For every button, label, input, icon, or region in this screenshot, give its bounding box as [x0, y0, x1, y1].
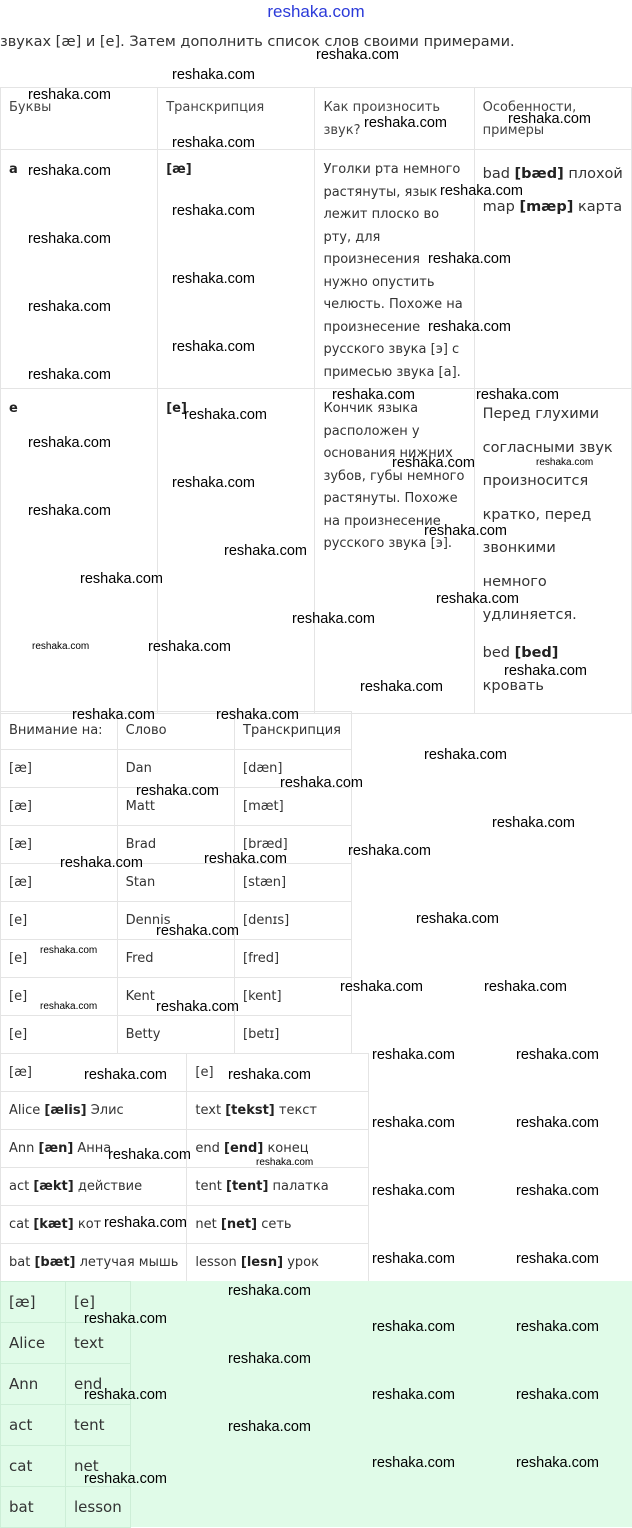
words-table — [0, 1053, 369, 1282]
watermark: reshaka.com — [172, 135, 256, 151]
translation: действие — [73, 1179, 143, 1194]
example-line: bed [bed] кровать — [482, 644, 559, 694]
word: Ann — [9, 1141, 39, 1156]
watermark: reshaka.com — [516, 1183, 600, 1199]
word: cat — [9, 1217, 34, 1232]
watermark: reshaka.com — [156, 999, 240, 1015]
watermark: reshaka.com — [40, 945, 98, 956]
watermark: reshaka.com — [80, 571, 164, 587]
watermark: reshaka.com — [28, 231, 112, 247]
sound-cell: [e] — [1, 978, 118, 1016]
transcription: [net] — [220, 1217, 258, 1232]
sound-cell: [æ] — [1, 788, 118, 826]
word-cell: Brad — [117, 826, 234, 864]
watermark: reshaka.com — [440, 183, 524, 199]
watermark: reshaka.com — [72, 707, 156, 723]
transcription-cell: [æ] — [158, 150, 315, 389]
transcription-cell: [kent] — [235, 978, 352, 1016]
watermark: reshaka.com — [516, 1387, 600, 1403]
sound-cell: [æ] — [1, 826, 118, 864]
watermark: reshaka.com — [484, 979, 568, 995]
word: text — [195, 1103, 226, 1118]
watermark: reshaka.com — [228, 1067, 312, 1083]
table-row — [1, 1323, 131, 1364]
word: act — [9, 1179, 34, 1194]
table-row — [1, 1016, 352, 1054]
table-row — [1, 1092, 369, 1130]
watermark: reshaka.com — [172, 475, 256, 491]
transcription: [lesn] — [240, 1255, 284, 1270]
watermark: reshaka.com — [516, 1455, 600, 1471]
transcription: [tekst] — [225, 1103, 275, 1118]
word-cell: end — [66, 1364, 131, 1405]
watermark: reshaka.com — [84, 1067, 168, 1083]
word-cell: bat — [1, 1487, 66, 1528]
watermark: reshaka.com — [256, 1157, 314, 1168]
word-cell: Fred — [117, 940, 234, 978]
translation: летучая мышь — [75, 1255, 179, 1270]
header-word: Слово — [117, 712, 234, 750]
watermark: reshaka.com — [436, 591, 520, 607]
header-transcription: Транскрипция — [235, 712, 352, 750]
watermark: reshaka.com — [172, 67, 256, 83]
translation: урок — [283, 1255, 319, 1270]
example-line: map [mæp] карта — [482, 198, 623, 215]
word-cell: Stan — [117, 864, 234, 902]
table-row — [1, 1168, 369, 1206]
watermark: reshaka.com — [476, 387, 560, 403]
watermark: reshaka.com — [392, 455, 476, 471]
words-table-header — [1, 1054, 369, 1092]
watermark: reshaka.com — [332, 387, 416, 403]
transcription-cell: [dæn] — [235, 750, 352, 788]
translation: текст — [274, 1103, 318, 1118]
translation: палатка — [268, 1179, 329, 1194]
transcription: [end] — [224, 1141, 264, 1156]
word: net — [195, 1217, 221, 1232]
word-cell: cat — [1, 1446, 66, 1487]
watermark: reshaka.com — [136, 783, 220, 799]
transcription-cell: [bræd] — [235, 826, 352, 864]
watermark: reshaka.com — [204, 851, 288, 867]
watermark: reshaka.com — [40, 1001, 98, 1012]
description-cell: Уголки рта немного растянуты, язык лежит плоско во рту, для произнесения нужно опустить челюсть. Похоже на произнесение русского звука [э] с примесью звука [а]. — [315, 150, 474, 389]
word-cell: Dan — [117, 750, 234, 788]
watermark: reshaka.com — [536, 457, 594, 468]
watermark: reshaka.com — [372, 1251, 456, 1267]
header-features: Особенности, примеры — [474, 88, 631, 150]
feature-text: Перед глухими согласными звук произносится кратко, перед звонкими немного удлиняется. — [482, 406, 613, 623]
watermark: reshaka.com — [228, 1283, 312, 1299]
watermark: reshaka.com — [216, 707, 300, 723]
word-cell — [1, 1244, 187, 1282]
watermark: reshaka.com — [372, 1455, 456, 1471]
word-cell: lesson — [66, 1487, 131, 1528]
letter-cell: a — [1, 150, 158, 389]
table-row — [1, 826, 352, 864]
watermark: reshaka.com — [372, 1387, 456, 1403]
watermark: reshaka.com — [228, 1419, 312, 1435]
transcription-cell: [stæn] — [235, 864, 352, 902]
watermark: reshaka.com — [316, 47, 400, 63]
description-cell: Кончик языка расположен у основания нижних зубов, губы немного растянуты. Похоже на произнесение русского звука [э]. — [315, 389, 474, 714]
example-line: bad [bæd] плохой — [482, 166, 623, 182]
word-cell: Betty — [117, 1016, 234, 1054]
watermark: reshaka.com — [516, 1047, 600, 1063]
watermark: reshaka.com — [360, 679, 444, 695]
watermark: reshaka.com — [424, 523, 508, 539]
word-cell — [187, 1092, 369, 1130]
watermark: reshaka.com — [172, 339, 256, 355]
watermark: reshaka.com — [28, 367, 112, 383]
word-cell: Ann — [1, 1364, 66, 1405]
watermark: reshaka.com — [172, 203, 256, 219]
watermark: reshaka.com — [156, 923, 240, 939]
transcription-cell: [betɪ] — [235, 1016, 352, 1054]
table-row — [1, 864, 352, 902]
table-row — [1, 1244, 369, 1282]
translation: сеть — [257, 1217, 292, 1232]
watermark: reshaka.com — [348, 843, 432, 859]
sound-cell: [e] — [1, 940, 118, 978]
header-sound-e: [e] — [187, 1054, 369, 1092]
transcription-cell: [e] — [158, 389, 315, 714]
watermark: reshaka.com — [292, 611, 376, 627]
watermark: reshaka.com — [228, 1351, 312, 1367]
watermark: reshaka.com — [84, 1387, 168, 1403]
sound-cell: [e] — [1, 1016, 118, 1054]
watermark: reshaka.com — [184, 407, 268, 423]
word-cell — [187, 1168, 369, 1206]
word-cell: text — [66, 1323, 131, 1364]
word: end — [195, 1141, 225, 1156]
watermark: reshaka.com — [104, 1215, 188, 1231]
header-sound-ae: [æ] — [1, 1282, 66, 1323]
watermark: reshaka.com — [516, 1251, 600, 1267]
header-sound-ae: [æ] — [1, 1054, 187, 1092]
word-cell: Kent — [117, 978, 234, 1016]
watermark: reshaka.com — [428, 251, 512, 267]
header-pronunciation: Как произносить звук? — [315, 88, 474, 150]
watermark: reshaka.com — [364, 115, 448, 131]
word: Alice — [9, 1103, 45, 1118]
watermark: reshaka.com — [224, 543, 308, 559]
watermark: reshaka.com — [340, 979, 424, 995]
watermark: reshaka.com — [508, 111, 592, 127]
translation: кот — [73, 1217, 102, 1232]
sound-cell: [æ] — [1, 750, 118, 788]
word-cell — [1, 1168, 187, 1206]
word-cell — [187, 1206, 369, 1244]
letter-cell: e — [1, 389, 158, 714]
watermark: reshaka.com — [372, 1047, 456, 1063]
watermark: reshaka.com — [28, 87, 112, 103]
transcription-cell: [fred] — [235, 940, 352, 978]
watermark: reshaka.com — [424, 747, 508, 763]
watermark: reshaka.com — [280, 775, 364, 791]
watermark: reshaka.com — [84, 1311, 168, 1327]
word: bat — [9, 1255, 35, 1270]
watermark: reshaka.com — [504, 663, 588, 679]
watermark: reshaka.com — [428, 319, 512, 335]
watermark: reshaka.com — [516, 1319, 600, 1335]
transcription: [æn] — [38, 1141, 74, 1156]
watermark: reshaka.com — [372, 1183, 456, 1199]
transcription: [ækt] — [33, 1179, 74, 1194]
transcription-cell: [mæt] — [235, 788, 352, 826]
sound-cell: [æ] — [1, 864, 118, 902]
watermark: reshaka.com — [492, 815, 576, 831]
word-cell: tent — [66, 1405, 131, 1446]
watermark: reshaka.com — [108, 1147, 192, 1163]
table-row — [1, 1487, 131, 1528]
word-cell: Dennis — [117, 902, 234, 940]
translation: конец — [263, 1141, 309, 1156]
word-cell — [1, 1092, 187, 1130]
transcription-cell: [denɪs] — [235, 902, 352, 940]
translation: Анна — [73, 1141, 112, 1156]
transcription: [bæt] — [34, 1255, 76, 1270]
watermark: reshaka.com — [28, 503, 112, 519]
word: lesson — [195, 1255, 241, 1270]
word-cell — [187, 1244, 369, 1282]
watermark: reshaka.com — [516, 1115, 600, 1131]
header-attention: Внимание на: — [1, 712, 118, 750]
watermark: reshaka.com — [28, 435, 112, 451]
word-cell: Matt — [117, 788, 234, 826]
header-letters: Буквы — [1, 88, 158, 150]
word-cell: net — [66, 1446, 131, 1487]
transcription: [kæt] — [33, 1217, 74, 1232]
watermark: reshaka.com — [32, 641, 90, 652]
watermark: reshaka.com — [28, 299, 112, 315]
word-cell: Alice — [1, 1323, 66, 1364]
watermark: reshaka.com — [372, 1115, 456, 1131]
sounds-table-row — [1, 150, 632, 389]
watermark: reshaka.com — [416, 911, 500, 927]
watermark: reshaka.com — [148, 639, 232, 655]
word: tent — [195, 1179, 226, 1194]
watermark: reshaka.com — [28, 163, 112, 179]
watermark: reshaka.com — [172, 271, 256, 287]
transcription: [tent] — [226, 1179, 269, 1194]
watermark: reshaka.com — [84, 1471, 168, 1487]
watermark: reshaka.com — [60, 855, 144, 871]
header-transcription: Транскрипция — [158, 88, 315, 150]
sound-cell: [e] — [1, 902, 118, 940]
word-cell: act — [1, 1405, 66, 1446]
site-link[interactable]: reshaka.com — [267, 2, 365, 21]
header-sound-e: [e] — [66, 1282, 131, 1323]
watermark: reshaka.com — [372, 1319, 456, 1335]
transcription: [ælis] — [44, 1103, 87, 1118]
translation: Элис — [86, 1103, 124, 1118]
intro-text: звуках [æ] и [e]. Затем дополнить список слов своими примерами. — [0, 34, 515, 50]
table-row — [1, 1405, 131, 1446]
